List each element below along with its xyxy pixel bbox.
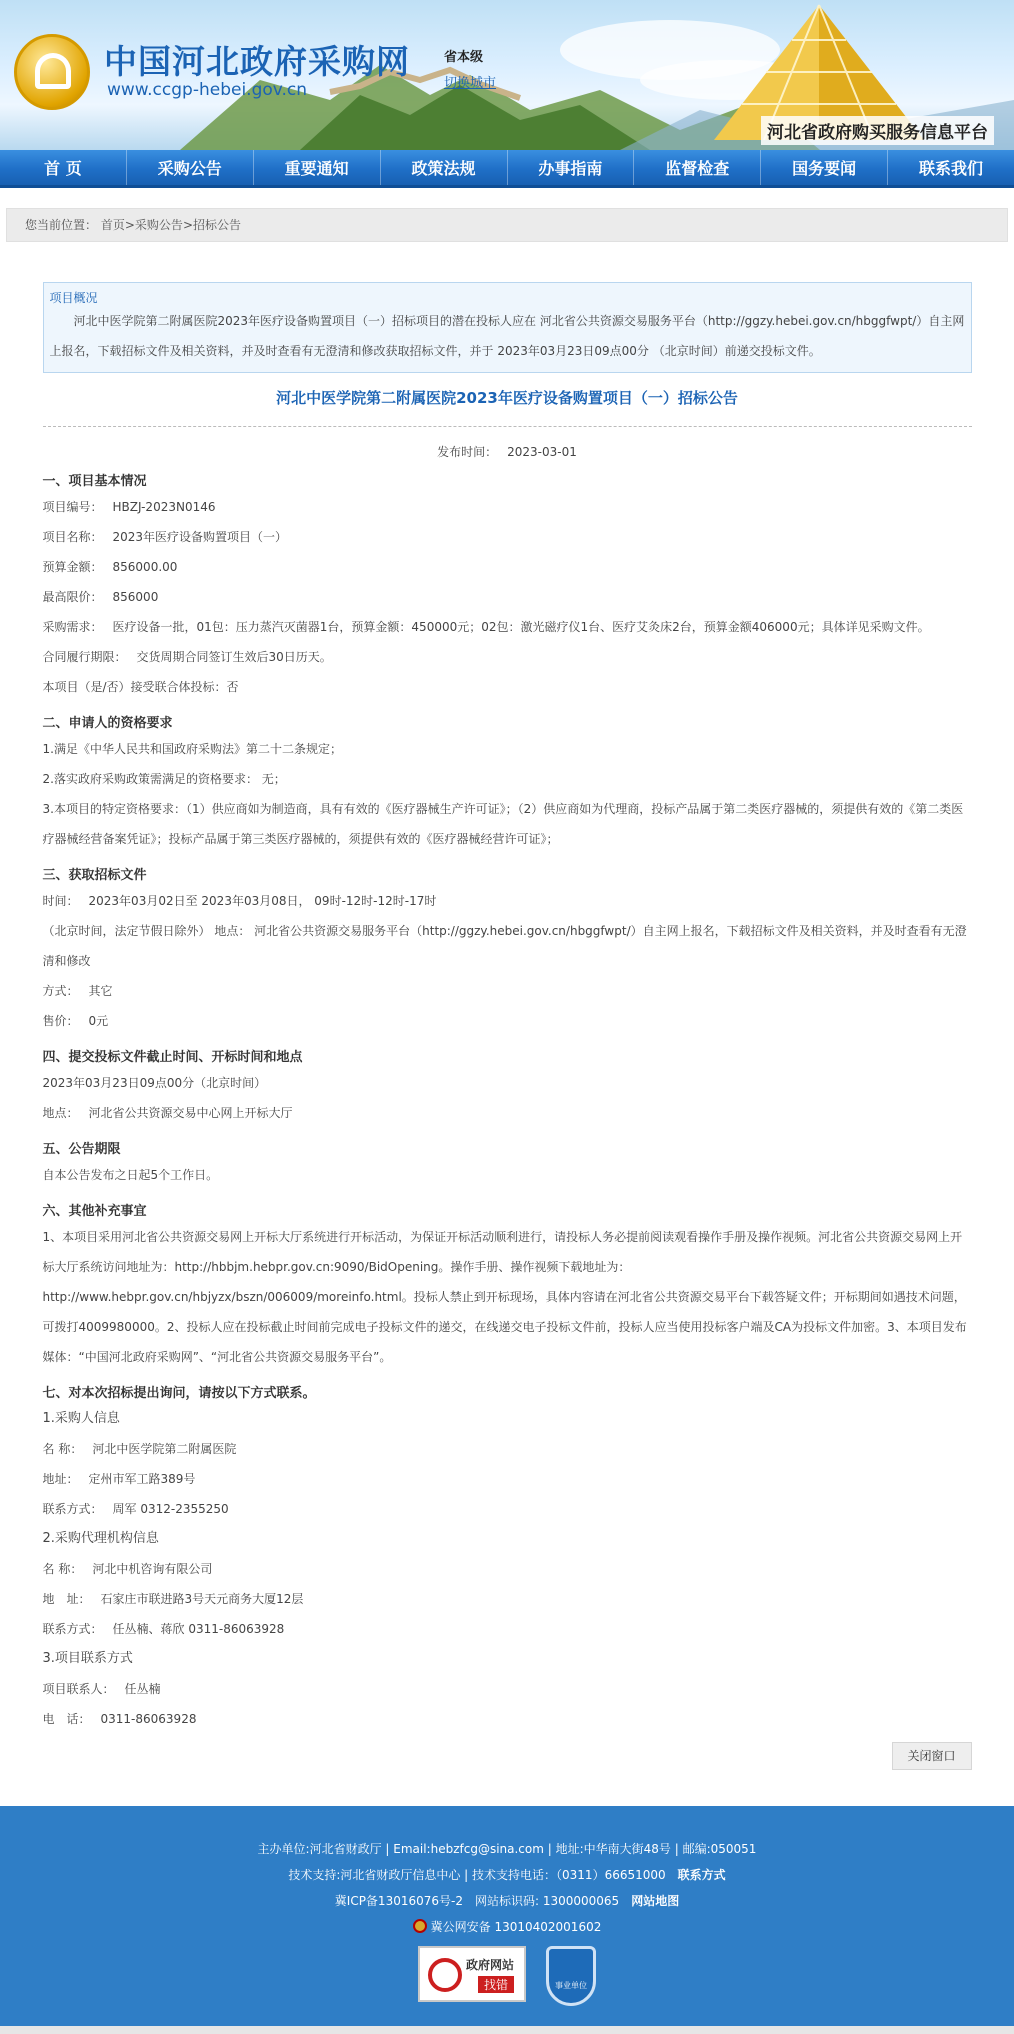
paragraph: 自本公告发布之日起5个工作日。	[42, 1168, 219, 1182]
main-nav	[0, 150, 1014, 188]
info-row: 地点： 河北省公共资源交易中心网上开标大厅	[42, 1106, 293, 1120]
section-heading: 一、项目基本情况	[42, 474, 147, 489]
section-heading: 四、提交投标文件截止时间、开标时间和地点	[42, 1050, 303, 1065]
footer-contact-link[interactable]: 联系方式	[677, 1868, 726, 1882]
info-row: 联系方式： 周军 0312-2355250	[42, 1502, 229, 1516]
paragraph: 1.满足《中华人民共和国政府采购法》第二十二条规定；	[42, 742, 342, 756]
info-row: 时间： 2023年03月02日至 2023年03月08日， 09时-12时-12时-17时	[42, 894, 437, 908]
platform-label[interactable]: 河北省政府购买服务信息平台	[761, 116, 994, 145]
section-heading: 二、申请人的资格要求	[42, 716, 173, 731]
nav-item-policies[interactable]: 政策法规	[381, 150, 508, 185]
info-row: 地址： 定州市军工路389号	[42, 1472, 196, 1486]
footer-line: 主办单位:河北省财政厅 | Email:hebzfcg@sina.com | 地址:中华南大街48号 | 邮编:050051	[257, 1842, 757, 1856]
info-row: 名 称： 河北中机咨询有限公司	[42, 1562, 213, 1576]
police-badge-icon	[413, 1919, 427, 1933]
paragraph: 3.本项目的特定资格要求：（1）供应商如为制造商，具有有效的《医疗器械生产许可证》；（2）供应商如为代理商，投标产品属于第二类医疗器械的，须提供有效的《第二类医疗器械经营备案凭证》；投标产品属于第三类医疗器械的，须提供有效的《医疗器械经营许可证》；	[42, 802, 964, 846]
paragraph: 1、本项目采用河北省公共资源交易网上开标大厅系统进行开标活动，为保证开标活动顺利进行，请投标人务必提前阅读观看操作手册及操作视频。河北省公共资源交易网上开标大厅系统访问地址为：http://hbbjm.hebpr.gov.cn:9090/BidOpening。操作手册、操作视频下载地址为：http://www.hebpr.gov.cn/hbjyzx/bszn/006009/moreinfo.html。投标人禁止到开标现场，具体内容请在河北省公共资源交易平台下载答疑文件；开标期间如遇技术问题，可拨打4009980000。2、投标人应在投标截止时间前完成电子投标文件的递交，在线递交电子投标文件前，投标人应当使用投标客户端及CA为投标文件加密。3、本项目发布媒体：“中国河北政府采购网”、“河北省公共资源交易服务平台”。	[42, 1230, 967, 1364]
footer-line: 冀公网安备 13010402001602	[0, 1914, 1014, 1940]
breadcrumb-procurement[interactable]: 采购公告	[134, 218, 183, 232]
header-banner	[0, 0, 1014, 150]
subheading: 3.项目联系方式	[42, 1651, 133, 1666]
subheading: 2.采购代理机构信息	[42, 1531, 159, 1546]
magnifier-icon	[428, 1958, 462, 1992]
switch-city-link[interactable]: 切换城市	[444, 76, 497, 91]
paragraph: 2.落实政府采购政策需满足的资格要求： 无；	[42, 772, 286, 786]
footer-badges	[0, 1946, 1014, 2006]
paragraph: 2023年03月23日09点00分（北京时间）	[42, 1076, 267, 1090]
overview-text: 河北中医学院第二附属医院2023年医疗设备购置项目（一）招标项目的潜在投标人应在 河北省公共资源交易服务平台（http://ggzy.hebei.gov.cn/hbggfwpt/）自主网上报名，下载招标文件及相关资料，并及时查看有无澄清和修改获取招标文件，并于 2023年03月23日09点00分 （北京时间）前递交投标文件。	[49, 314, 965, 358]
breadcrumb-separator: >	[124, 218, 135, 232]
section-heading: 六、其他补充事宜	[42, 1204, 147, 1219]
subheading: 1.采购人信息	[42, 1411, 120, 1426]
info-row: 电 话： 0311-86063928	[42, 1712, 197, 1726]
nav-item-important-notices[interactable]: 重要通知	[254, 150, 381, 185]
publish-date: 发布时间： 2023-03-01	[437, 445, 577, 459]
info-row: 项目联系人： 任丛楠	[42, 1682, 161, 1696]
info-row: 本项目（是/否）接受联合体投标：否	[42, 680, 239, 694]
footer-line: 冀ICP备13016076号-2 网站标识码: 1300000065 网站地图	[334, 1894, 680, 1908]
info-row: 方式： 其它	[42, 984, 113, 998]
info-row: 项目名称： 2023年医疗设备购置项目（一）	[42, 530, 288, 544]
level-label: 省本级	[444, 50, 484, 65]
site-title[interactable]: 中国河北政府采购网	[104, 42, 410, 81]
public-institution-badge[interactable]: 事业单位	[546, 1946, 596, 2006]
overview-heading: 项目概况	[49, 291, 98, 305]
bottom-strip	[0, 2026, 1014, 2034]
close-window-button[interactable]: 关闭窗口	[892, 1742, 972, 1770]
project-overview-box	[43, 282, 972, 373]
nav-item-guide[interactable]: 办事指南	[508, 150, 635, 185]
breadcrumb-separator: >	[182, 218, 193, 232]
breadcrumb-home[interactable]: 首页	[100, 218, 125, 232]
info-row: 名 称： 河北中医学院第二附属医院	[42, 1442, 237, 1456]
footer-sitemap-link[interactable]: 网站地图	[631, 1894, 680, 1908]
paragraph: （北京时间，法定节假日除外） 地点： 河北省公共资源交易服务平台（http://ggzy.hebei.gov.cn/hbggfwpt/）自主网上报名，下载招标文件及相关资料，并及时查看有无澄清和修改	[42, 924, 967, 968]
info-row: 最高限价： 856000	[42, 590, 159, 604]
nav-item-procurement-notices[interactable]: 采购公告	[127, 150, 254, 185]
info-row: 预算金额： 856000.00	[42, 560, 178, 574]
info-row: 售价： 0元	[42, 1014, 109, 1028]
info-row: 项目编号： HBZJ-2023N0146	[42, 500, 216, 514]
nav-item-contact[interactable]: 联系我们	[919, 159, 984, 178]
section-heading: 三、获取招标文件	[42, 868, 147, 883]
gov-site-error-report-badge[interactable]: 政府网站 找错	[418, 1946, 526, 2002]
section-heading: 五、公告期限	[42, 1142, 121, 1157]
notice-title: 河北中医学院第二附属医院2023年医疗设备购置项目（一）招标公告	[43, 387, 972, 427]
section-heading: 七、对本次招标提出询问，请按以下方式联系。	[42, 1386, 316, 1401]
info-row: 地 址： 石家庄市联进路3号天元商务大厦12层	[42, 1592, 304, 1606]
info-row: 联系方式： 任丛楠、蒋欣 0311-86063928	[42, 1622, 285, 1636]
breadcrumb-prefix: 您当前位置：	[25, 218, 98, 232]
footer-line: 技术支持:河北省财政厅信息中心 | 技术支持电话：（0311）66651000 联系方式	[288, 1868, 726, 1882]
info-row: 采购需求： 医疗设备一批，01包：压力蒸汽灭菌器1台，预算金额：450000元；02包：激光磁疗仪1台、医疗艾灸床2台，预算金额406000元；具体详见采购文件。	[42, 620, 930, 634]
nav-item-supervision[interactable]: 监督检查	[634, 150, 761, 185]
site-url[interactable]: www.ccgp-hebei.gov.cn	[107, 80, 308, 100]
nav-item-home[interactable]: 首 页	[0, 150, 127, 185]
info-row: 合同履行期限： 交货周期合同签订生效后30日历天。	[42, 650, 332, 664]
site-logo[interactable]	[14, 34, 90, 110]
footer	[0, 1806, 1014, 2026]
breadcrumb	[6, 208, 1008, 242]
notice-content	[42, 282, 972, 1763]
nav-item-state-news[interactable]: 国务要闻	[761, 150, 888, 185]
breadcrumb-current: 招标公告	[193, 218, 242, 232]
